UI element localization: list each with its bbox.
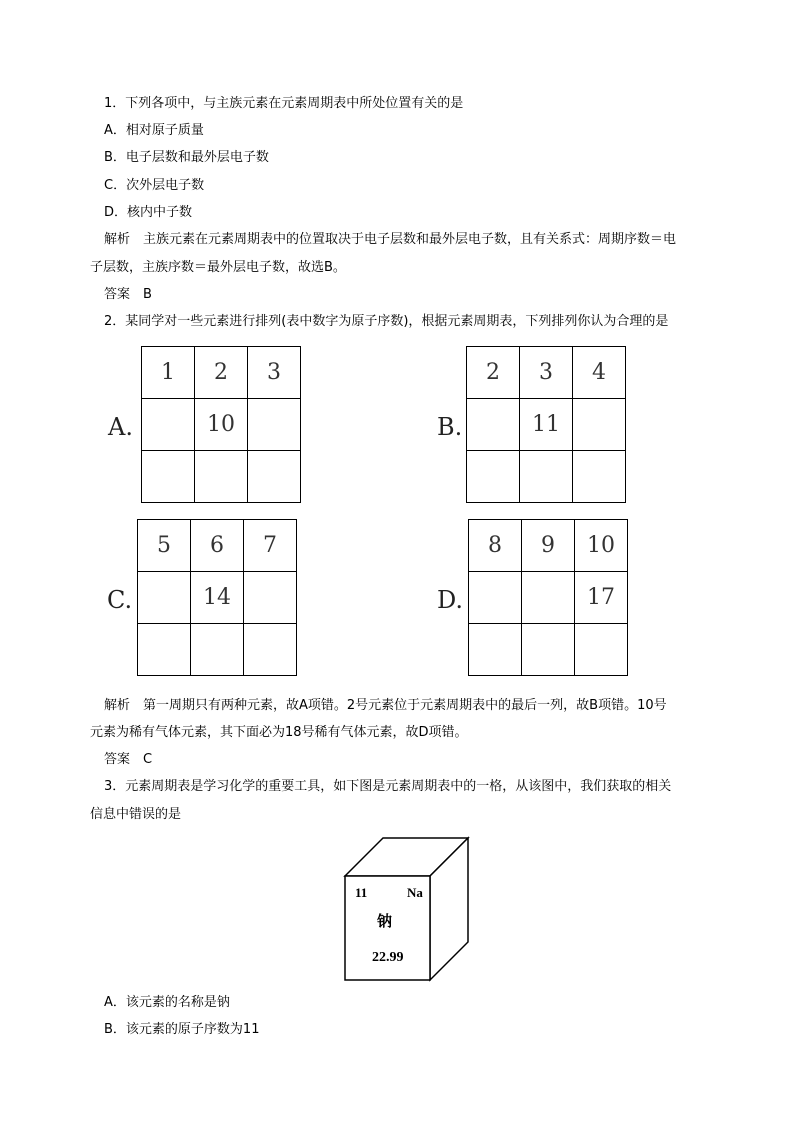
q1-option-a: A．相对原子质量: [104, 123, 204, 138]
question-3-stem-line2: 信息中错误的是: [90, 807, 182, 822]
grid-d-label: D.: [437, 586, 464, 614]
grid-cell: [469, 624, 522, 676]
grid-cell: [467, 451, 520, 503]
grid-cell: 3: [520, 347, 573, 399]
grid-cell: 11: [520, 399, 573, 451]
grid-cell: 3: [248, 347, 301, 399]
grid-cell: [467, 399, 520, 451]
grid-cell: [195, 451, 248, 503]
grid-cell: [248, 399, 301, 451]
cube-symbol: Na: [407, 885, 423, 900]
grid-cell: 17: [575, 572, 628, 624]
grid-cell: 2: [467, 347, 520, 399]
q2-analysis-line1: 解析 第一周期只有两种元素，故A项错。2号元素位于元素周期表中的最后一列，故B项错。10号: [104, 698, 667, 713]
grid-cell: 10: [575, 520, 628, 572]
q1-analysis-line1: 解析 主族元素在元素周期表中的位置取决于电子层数和最外层电子数，且有关系式：周期序数＝电: [104, 232, 677, 247]
grid-cell: [244, 572, 297, 624]
grid-cell: [469, 572, 522, 624]
cube-element-name: 钠: [377, 912, 393, 930]
question-3-stem-line1: 3．元素周期表是学习化学的重要工具，如下图是元素周期表中的一格，从该图中，我们获取的相关: [104, 779, 672, 794]
grid-cell: 1: [142, 347, 195, 399]
grid-cell: 14: [191, 572, 244, 624]
grid-cell: 2: [195, 347, 248, 399]
grid-b-label: B.: [437, 413, 463, 441]
q3-option-b: B．该元素的原子序数为11: [104, 1022, 260, 1037]
grid-cell: [520, 451, 573, 503]
grid-cell: 8: [469, 520, 522, 572]
q1-answer: 答案 B: [104, 287, 152, 302]
question-2-stem: 2．某同学对一些元素进行排列(表中数字为原子序数)，根据元素周期表，下列排列你认为合理的是: [104, 314, 669, 329]
grid-a-label: A.: [108, 413, 133, 441]
question-1-stem: 1．下列各项中，与主族元素在元素周期表中所处位置有关的是: [104, 96, 464, 111]
grid-cell: 6: [191, 520, 244, 572]
q2-answer: 答案 C: [104, 752, 153, 767]
grid-cell: [522, 572, 575, 624]
q1-option-c: C．次外层电子数: [104, 178, 205, 193]
q2-analysis-line2: 元素为稀有气体元素，其下面必为18号稀有气体元素，故D项错。: [90, 725, 468, 740]
grid-d: [468, 519, 628, 676]
q1-option-b: B．电子层数和最外层电子数: [104, 150, 269, 165]
grid-cell: [244, 624, 297, 676]
grid-a: [141, 346, 301, 503]
grid-cell: 5: [138, 520, 191, 572]
grid-cell: 7: [244, 520, 297, 572]
grid-cell: 10: [195, 399, 248, 451]
q1-analysis-line2: 子层数，主族序数＝最外层电子数，故选B。: [90, 260, 346, 275]
grid-cell: [191, 624, 244, 676]
grid-cell: [248, 451, 301, 503]
grid-b: [466, 346, 626, 503]
grid-cell: [522, 624, 575, 676]
grid-cell: [575, 624, 628, 676]
q1-option-d: D．核内中子数: [104, 205, 193, 220]
grid-cell: 4: [573, 347, 626, 399]
grid-cell: [138, 624, 191, 676]
grid-cell: [573, 451, 626, 503]
grid-cell: [138, 572, 191, 624]
grid-cell: [573, 399, 626, 451]
grid-cell: [142, 451, 195, 503]
q3-option-a: A．该元素的名称是钠: [104, 995, 230, 1010]
cube-atomic-number: 11: [355, 885, 368, 900]
grid-cell: [142, 399, 195, 451]
cube-atomic-mass: 22.99: [372, 950, 404, 965]
grid-cell: 9: [522, 520, 575, 572]
grid-c-label: C.: [107, 586, 133, 614]
element-cube: [340, 830, 480, 988]
grid-c: [137, 519, 297, 676]
